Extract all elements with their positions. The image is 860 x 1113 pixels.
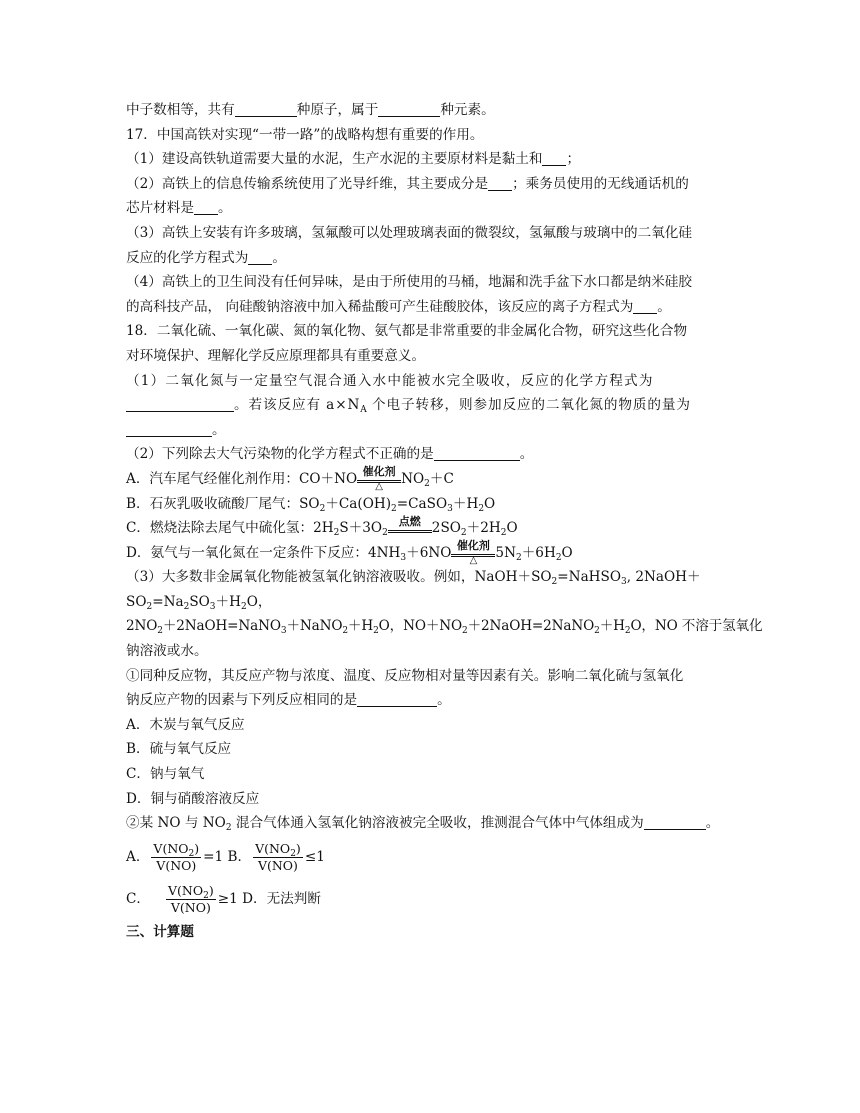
q18-sub1: ①同种反应物，其反应产物与浓度、温度、反应物相对量等因素有关。影响二氧化硫与氢氧化 [126, 667, 684, 684]
blank [542, 150, 566, 166]
option-c: C．燃烧法除去尾气中硫化氢：$2H_2S+3O_2$ 点燃 $2SO_2+2H_2O$ [126, 516, 738, 541]
option-b: B．石灰乳吸收硫酸厂尾气：$SO_2+Ca(OH)_2=CaSO_3+H_2O$ [126, 495, 496, 514]
ratio-fraction: $\frac{V(NO_2)}{V(NO)}$ [255, 840, 301, 873]
blank [644, 814, 706, 830]
blank [248, 249, 272, 265]
question-18-stem-cont: 对环境保护、理解化学反应原理都具有重要意义。 [126, 347, 426, 364]
blank [378, 101, 440, 117]
q17-part2: （2）高铁上的信息传输系统使用了光导纤维，其主要成分是 ；乘务员使用的无线通话机的 [126, 175, 689, 192]
option-d: D．氨气与一氧化氮在一定条件下反应：$4NH_3+6NO$ 催化剂 △ $5N_2+6H_2O$ [126, 539, 573, 567]
ratio-fraction: $\frac{V(NO_2)}{V(NO)}$ [153, 840, 200, 873]
blank [488, 175, 512, 191]
sub1-option-d: D．铜与硝酸溶液反应 [126, 790, 260, 807]
ignition-arrow: 点燃 [388, 517, 432, 541]
q17-part4-cont: 的高科技产品， 向硅酸钠溶液中加入稀盐酸可产生硅酸胶体，该反应的离子方程式为 。 [126, 298, 671, 315]
q18-part1-end: 。 [126, 418, 738, 443]
q18-part3-cont: $SO_2=Na_2SO_3+H_2O$， [126, 593, 272, 612]
q17-part4: （4）高铁上的卫生间没有任何异味，是由于所使用的马桶，地漏和洗手盆下水口都是纳米硅胶 [126, 274, 692, 291]
sub1-option-c: C．钠与氧气 [126, 766, 205, 783]
question-17-stem: 17．中国高铁对实现“一带一路”的战略构想有重要的作用。 [126, 126, 484, 143]
blank [235, 101, 297, 117]
section-heading-calculation: 三、计算题 [126, 923, 194, 940]
sub1-option-a: A．木炭与氧气反应 [126, 716, 245, 733]
blank [126, 421, 212, 437]
document-page [126, 98, 763, 944]
blank [357, 691, 437, 707]
catalyst-arrow: 催化剂 △ [451, 541, 495, 565]
catalyst-arrow: 催化剂 △ [357, 467, 401, 491]
q18-part2: （2）下列除去大气污染物的化学方程式不正确的是 。 [126, 446, 534, 463]
blank [194, 199, 218, 215]
blank [434, 445, 520, 461]
question-18-stem: 18．二氧化硫、一氧化碳、氮的氧化物、氨气都是非常重要的非金属化合物，研究这些化合物 [126, 323, 688, 340]
q17-part3: （3）高铁上安装有许多玻璃，氢氟酸可以处理玻璃表面的微裂纹，氢氟酸与玻璃中的二氧化硅 [126, 224, 692, 241]
blank [126, 396, 234, 412]
q18-part1: （1）二氧化氮与一定量空气混合通入水中能被水完全吸收，反应的化学方程式为 [126, 372, 654, 389]
ratio-fraction: $\frac{V(NO_2)}{V(NO)}$ [168, 882, 214, 915]
line-isotope-tail: 中子数相等，共有 种原子，属于 种元素。 [126, 102, 495, 118]
option-a: A．汽车尾气经催化剂作用：CO＋NO 催化剂 △ $NO_2+C$ [126, 465, 454, 493]
q17-part2-cont: 芯片材料是 。 [126, 200, 232, 217]
q18-sub2: ②某 NO 与 $NO_2$ 混合气体通入氢氧化钠溶液被完全吸收，推测混合气体中气体组成为 。 [126, 815, 720, 834]
q18-part1-cont: 。若该反应有 $a\times N_A$ 个电子转移，则参加反应的二氧化氮的物质的量为 [126, 393, 738, 418]
q18-part3-end: 钠溶液或水。 [126, 643, 208, 660]
q17-part3-cont: 反应的化学方程式为 。 [126, 249, 286, 266]
q18-sub1-cont: 钠反应产物的因素与下列反应相同的是 。 [126, 692, 451, 709]
q17-part1: （1）建设高铁轨道需要大量的水泥，生产水泥的主要原材料是黏土和 ； [126, 151, 581, 168]
sub2-options-cd: C． $\frac{V(NO_2)}{V(NO)}$ ≥1 D．无法判断 [126, 882, 321, 915]
blank [633, 298, 657, 314]
sub1-option-b: B．硫与氧气反应 [126, 741, 232, 758]
q18-part3-equations: $2NO_2+2NaOH=NaNO_3+NaNO_2+H_2O$，$NO+NO_2+2NaOH=2NaNO_2+H_2O$，NO 不溶于氢氧化 [126, 618, 763, 637]
sub2-options-ab: A． $\frac{V(NO_2)}{V(NO)}$ =1 B． $\frac{V(NO_2)}{V(NO)}$ ≤1 [126, 840, 325, 873]
q18-part3: （3）大多数非金属氧化物能被氢氧化钠溶液吸收。例如，$NaOH+SO_2=NaHSO_3$, 2NaOH＋ [126, 569, 701, 588]
